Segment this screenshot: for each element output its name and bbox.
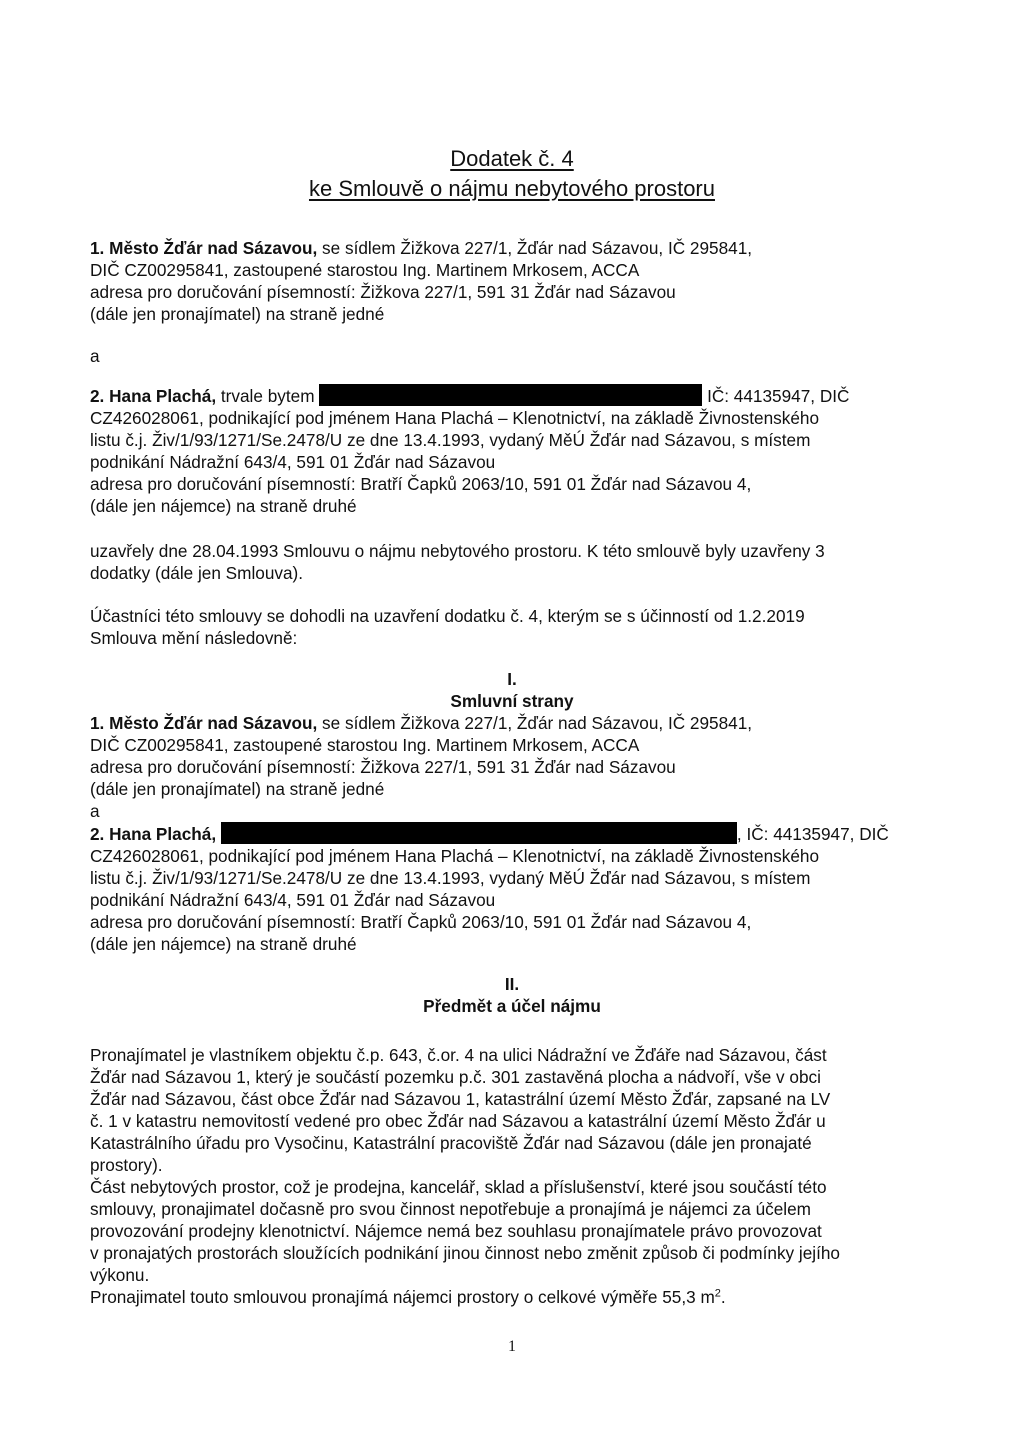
section-2-paragraph-2: Část nebytových prostor, což je prodejna, kancelář, sklad a příslušenství, které jsou součástí této smlouvy, pronajimatel dočasně pro svou činnost nepotřebuje a pronajímá je nájemci za účelem provozování prodejny klenotnictví. Nájemce nemá bez souhlasu pronajímatele právo provozovat v pronajatých prostorách sloužících podnikání jinou činnost nebo změnit způsob či podmínky jejího výkonu. [90, 1177, 840, 1285]
section-2-body [90, 1044, 936, 1308]
section-1-numeral: I. [507, 669, 517, 689]
redaction-bar [319, 384, 702, 406]
intro-party-2: 2. Hana Plachá, trvale bytem IČ: 44135947, DIČ CZ426028061, podnikající pod jménem Hana Plachá – Klenotnictví, na základě Živnostenského listu č.j. Živ/1/93/1271/Se.2478/U ze dne 13.4.1993, vydaný MěÚ Žďár nad Sázavou, s místem podnikání Nádražní 643/4, 591 01 Žďár nad Sázavou adresa pro doručování písemností: Bratří Čapků 2063/10, 591 01 Žďár nad Sázavou 4, (dále jen nájemce) na straně druhé [90, 386, 850, 516]
section-1-party-1: 1. Město Žďár nad Sázavou, se sídlem Žižkova 227/1, Žďár nad Sázavou, IČ 295841, DIČ CZ00295841, zastoupené starostou Ing. Martinem Mrkosem, ACCA adresa pro doručování písemností: Žižkova 227/1, 591 31 Žďár nad Sázavou (dále jen pronajímatel) na straně jedné a 2. Hana Plachá, , IČ: 44135947, DIČ CZ426028061, podnikající pod jménem Hana Plachá – Klenotnictví, na základě Živnostenského listu č.j. Živ/1/93/1271/Se.2478/U ze dne 13.4.1993, vydaný MěÚ Žďár nad Sázavou, s místem podnikání Nádražní 643/4, 591 01 Žďár nad Sázavou adresa pro doručování písemností: Bratří Čapků 2063/10, 591 01 Žďár nad Sázavou 4, (dále jen nájemce) na straně druhé [90, 713, 889, 954]
agreement-paragraph: Účastníci této smlouvy se dohodli na uzavření dodatku č. 4, kterým se s účinností od 1.2.2019 Smlouva mění následovně: [90, 606, 805, 648]
redaction-bar [221, 822, 737, 844]
concluded-paragraph: uzavřely dne 28.04.1993 Smlouvu o nájmu nebytového prostoru. K této smlouvě byly uzavřeny 3 dodatky (dále jen Smlouva). [90, 541, 825, 583]
section-2-numeral: II. [504, 974, 520, 994]
page-number: 1 [508, 1338, 516, 1355]
section-2-paragraph-3: Pronajimatel touto smlouvou pronajímá nájemci prostory o celkové výměře 55,3 $m^2$. [90, 1287, 726, 1307]
intro-party-1: 1. Město Žďár nad Sázavou, se sídlem Žižkova 227/1, Žďár nad Sázavou, IČ 295841, DIČ CZ00295841, zastoupené starostou Ing. Martinem Mrkosem, ACCA adresa pro doručování písemností: Žižkova 227/1, 591 31 Žďár nad Sázavou (dále jen pronajímatel) na straně jedné [90, 238, 753, 324]
section-1-heading: Smluvní strany [450, 691, 574, 711]
section-2-heading: Předmět a účel nájmu [423, 996, 601, 1016]
document-subtitle: ke Smlouvě o nájmu nebytového prostoru [308, 176, 715, 201]
section-2-paragraph-1: Pronajímatel je vlastníkem objektu č.p. 643, č.or. 4 na ulici Nádražní ve Žďáře nad Sázavou, část Žďár nad Sázavou 1, který je součástí pozemku p.č. 301 zastavěná plocha a nádvoří, vše v obci Žďár nad Sázavou, část obce Žďár nad Sázavou 1, katastrální území Město Žďár, zapsané na LV č. 1 v katastru nemovitostí vedené pro obec Žďár nad Sázavou a katastrální území Město Žďár u Katastrálního úřadu pro Vysočinu, Katastrální pracoviště Žďár nad Sázavou (dále jen pronajaté prostory). [90, 1045, 831, 1175]
document-title: Dodatek č. 4 [450, 146, 574, 171]
conjunction-a: a [90, 346, 100, 366]
